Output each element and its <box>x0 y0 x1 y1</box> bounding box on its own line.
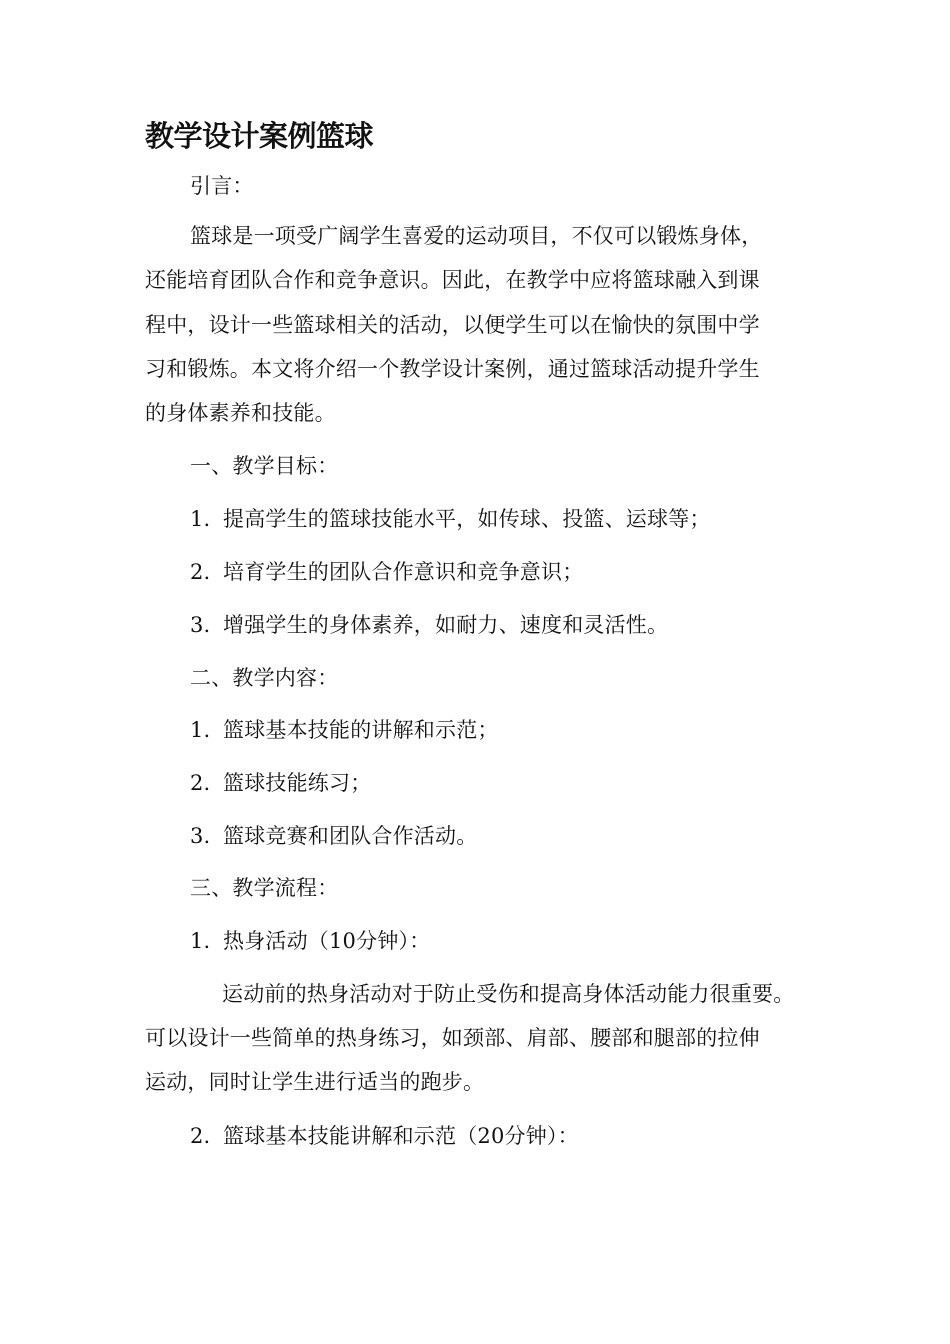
list-item-text: 篮球基本技能的讲解和示范； <box>223 718 499 742</box>
process-step-number: 2. <box>190 1124 211 1148</box>
list-item-text: 篮球技能练习； <box>223 771 372 795</box>
list-item <box>190 558 583 586</box>
list-item <box>190 822 477 850</box>
process-step <box>190 1122 579 1150</box>
list-item <box>190 505 711 533</box>
list-item-number: 3. <box>190 824 211 848</box>
process-step <box>190 927 430 955</box>
intro-line: 篮球是一项受广阔学生喜爱的运动项目，不仅可以锻炼身体， <box>190 224 763 248</box>
section-heading-content: 二、教学内容： <box>190 666 339 690</box>
list-item-number: 2. <box>190 560 211 584</box>
list-item-text: 增强学生的身体素养，如耐力、速度和灵活性。 <box>223 613 669 637</box>
section-heading-objectives: 一、教学目标： <box>190 454 339 478</box>
list-item-number: 1. <box>190 718 211 742</box>
intro-line: 程中，设计一些篮球相关的活动，以便学生可以在愉快的氛围中学 <box>145 313 760 337</box>
process-step-number: 1. <box>190 929 211 953</box>
list-item-text: 培育学生的团队合作意识和竞争意识； <box>223 560 584 584</box>
process-step-paragraph-line: 可以设计一些简单的热身练习，如颈部、肩部、腰部和腿部的拉伸 <box>145 1026 760 1050</box>
list-item-number: 3. <box>190 613 211 637</box>
intro-heading: 引言： <box>190 174 254 198</box>
section-heading-process: 三、教学流程： <box>190 876 339 900</box>
process-step-text: 热身活动（10分钟）： <box>223 929 431 953</box>
list-item-number: 2. <box>190 771 211 795</box>
list-item <box>190 611 668 639</box>
intro-line: 习和锻炼。本文将介绍一个教学设计案例，通过篮球活动提升学生 <box>145 357 760 381</box>
intro-line: 还能培育团队合作和竞争意识。因此，在教学中应将篮球融入到课 <box>145 268 760 292</box>
process-step-paragraph-line: 运动前的热身活动对于防止受伤和提高身体活动能力很重要。 <box>222 982 795 1006</box>
intro-line: 的身体素养和技能。 <box>145 401 336 425</box>
list-item-text: 篮球竞赛和团队合作活动。 <box>223 824 478 848</box>
list-item <box>190 716 499 744</box>
list-item <box>190 769 371 797</box>
process-step-text: 篮球基本技能讲解和示范（20分钟）： <box>223 1124 579 1148</box>
list-item-text: 提高学生的篮球技能水平，如传球、投篮、运球等； <box>223 507 711 531</box>
document-title: 教学设计案例篮球 <box>145 119 374 153</box>
list-item-number: 1. <box>190 507 211 531</box>
process-step-paragraph-line: 运动，同时让学生进行适当的跑步。 <box>145 1070 485 1094</box>
